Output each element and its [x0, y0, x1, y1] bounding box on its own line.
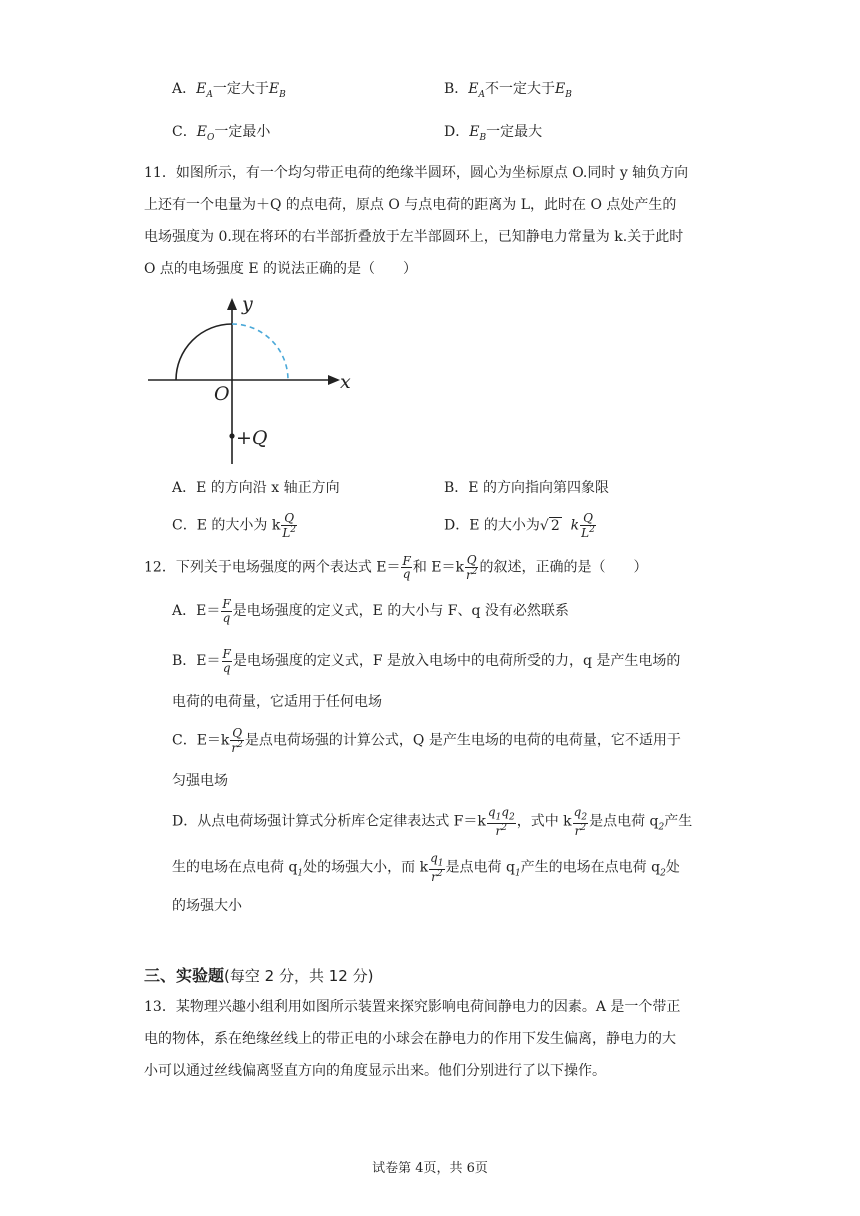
option-text: 生的电场在点电荷 q [172, 859, 298, 876]
numerator: Q [232, 726, 243, 740]
option-text: 是点电荷 q [445, 859, 515, 876]
exponent: 2 [237, 739, 243, 750]
symbol: q [573, 805, 582, 819]
left-half-ring [176, 324, 232, 380]
numerator: F [222, 597, 231, 611]
page-footer: 试卷第 4页，共 6页 [372, 1161, 488, 1176]
q11-stem-line-1: 11．如图所示，有一个均匀带正电荷的绝缘半圆环，圆心为坐标原点 O.同时 y 轴负方向 [144, 165, 689, 181]
den-symbol: r [431, 869, 437, 884]
symbol: E [469, 124, 480, 140]
q13-stem-line-2: 电的物体，系在绝缘丝线上的带正电的小球会在静电力的作用下发生偏离，静电力的大 [144, 1031, 676, 1047]
option-text: D．从点电荷场强计算式分析库仑定律表达式 F＝k [172, 813, 486, 830]
denominator [465, 567, 478, 582]
stem-text: 和 E＝k [412, 559, 464, 576]
denominator [573, 823, 588, 838]
stem-text: 的叙述，正确的是（ ） [479, 559, 648, 576]
denominator [429, 869, 444, 884]
q13-stem-line-3: 小可以通过丝线偏离竖直方向的角度显示出来。他们分别进行了以下操作。 [144, 1063, 606, 1079]
option-text: 处的场强大小，而 k [303, 859, 429, 876]
charge-label: +Q [236, 427, 268, 449]
option-text: 产生 [664, 813, 693, 830]
fraction [222, 648, 232, 674]
q10-option-c [172, 125, 270, 143]
exponent: 2 [471, 566, 478, 577]
fraction-q2-over-r2 [573, 806, 588, 837]
subscript: A [206, 89, 213, 100]
subscript: B [479, 132, 487, 143]
subscript: 1 [514, 868, 521, 879]
denominator [281, 525, 297, 540]
option-letter: A． [172, 81, 197, 97]
q11-option-d [444, 512, 597, 539]
x-axis-arrow [328, 375, 340, 385]
option-text: 是点电荷 q [589, 813, 659, 830]
fraction-q1-over-r2 [429, 852, 444, 883]
q12-option-c [172, 727, 681, 754]
q11-stem-line-2: 上还有一个电量为＋Q 的点电荷，原点 O 与点电荷的距离为 L，此时在 O 点处产生的 [144, 197, 677, 213]
option-text: 处 [665, 859, 680, 876]
option-text: 一定最大 [486, 124, 543, 140]
exponent: 2 [436, 868, 443, 879]
symbol: E [196, 124, 207, 140]
y-axis-arrow [227, 298, 237, 310]
option-letter: B． [444, 81, 469, 97]
subscript: 2 [508, 812, 515, 823]
q13-stem-line-1: 13．某物理兴趣小组利用如图所示装置来探究影响电荷间静电力的因素。A 是一个带正 [144, 999, 681, 1015]
option-text: 是电场强度的定义式，F 是放入电场中的电荷所受的力，q 是产生电场的 [232, 653, 681, 670]
fraction-q1q2-over-r2 [487, 806, 516, 837]
q12-option-d [172, 806, 692, 837]
section-title: 三、实验题 [144, 966, 225, 985]
fraction [281, 512, 297, 539]
symbol: E [468, 81, 479, 97]
den-symbol: r [465, 567, 472, 582]
q12-option-a [172, 598, 569, 624]
origin-label: O [214, 383, 230, 405]
q11-option-c [172, 512, 298, 539]
point-charge [229, 433, 234, 438]
symbol: E [268, 81, 280, 97]
numerator: Q [583, 511, 593, 525]
symbol: q [501, 805, 509, 819]
exponent: 2 [290, 524, 297, 535]
option-text: 不一定大于 [485, 81, 556, 97]
subscript: A [478, 89, 486, 100]
den-symbol: r [231, 740, 238, 755]
fraction [221, 598, 231, 624]
subscript: 1 [495, 812, 502, 823]
symbol: q [430, 851, 438, 865]
q11-stem-line-4: O 点的电场强度 E 的说法正确的是（ ） [144, 261, 418, 277]
q11-option-a: A．E 的方向沿 x 轴正方向 [172, 480, 340, 496]
fraction-q-over-r2 [465, 554, 478, 581]
numerator: F [402, 553, 411, 568]
subscript: 1 [437, 858, 444, 869]
stem-text: 12．下列关于电场强度的两个表达式 E＝ [144, 559, 401, 576]
section-heading [144, 968, 373, 984]
numerator [573, 806, 588, 823]
symbol: E [196, 81, 207, 97]
subscript: O [206, 132, 215, 143]
symbol: k [570, 517, 580, 534]
numerator: Q [284, 511, 295, 525]
option-text: 是点电荷场强的计算公式，Q 是产生电场的电荷的电荷量，它不适用于 [244, 732, 681, 749]
subscript: 2 [660, 868, 666, 879]
fraction [580, 512, 596, 539]
exponent: 2 [580, 822, 587, 833]
option-text: B．E＝ [172, 653, 221, 670]
q12-option-b-line-2: 电荷的电荷量，它适用于任何电场 [172, 694, 382, 710]
den-symbol: L [282, 525, 291, 540]
den-symbol: L [581, 525, 590, 540]
q12-option-d-line-3: 的场强大小 [172, 898, 242, 914]
numerator: F [222, 647, 231, 661]
denominator: q [222, 660, 231, 675]
option-text: 是电场强度的定义式，E 的大小与 F、q 没有必然联系 [232, 603, 569, 620]
q12-stem [144, 554, 647, 581]
symbol: E [555, 81, 566, 97]
right-half-ring-dashed [232, 324, 288, 380]
den-symbol: r [495, 823, 502, 838]
q10-option-b [444, 82, 572, 100]
option-text: C．E＝k [172, 732, 230, 749]
option-letter: C． [172, 124, 197, 140]
numerator [429, 852, 444, 869]
exponent: 2 [501, 822, 508, 833]
q11-stem-line-3: 电场强度为 0.现在将环的右半部折叠放于左半部圆环上，已知静电力常量为 k.关于此时 [144, 229, 684, 245]
option-letter: D． [444, 124, 470, 140]
q11-option-b: B．E 的方向指向第四象限 [444, 480, 609, 496]
exponent: 2 [589, 524, 595, 535]
x-axis-label: x [340, 371, 351, 393]
q10-option-d [444, 125, 542, 143]
denominator [487, 823, 516, 838]
fraction-f-over-q [401, 555, 411, 581]
denominator [580, 525, 596, 540]
option-text: C．E 的大小为 k [172, 517, 281, 534]
option-text: 一定大于 [212, 81, 269, 97]
y-axis-label: y [242, 293, 253, 315]
numerator: Q [466, 553, 477, 567]
option-text: A．E＝ [172, 603, 221, 620]
section-note: (每空 2 分，共 12 分) [224, 967, 374, 985]
denominator: q [402, 567, 411, 582]
denominator [230, 740, 243, 755]
symbol: q [487, 805, 496, 819]
option-text: ，式中 k [516, 813, 572, 830]
option-text: 一定最小 [214, 124, 271, 140]
option-text: 产生的电场在点电荷 q [520, 859, 661, 876]
q12-option-d-line-2 [172, 852, 680, 883]
subscript: 1 [297, 868, 304, 879]
fraction [230, 727, 243, 754]
den-symbol: r [574, 823, 581, 838]
denominator: q [222, 610, 231, 625]
q10-option-a [172, 82, 286, 100]
subscript: 2 [658, 822, 665, 833]
radicand: 2 [550, 517, 560, 534]
q12-option-b [172, 648, 680, 674]
subscript: B [279, 89, 286, 100]
sqrt: √ 2 [539, 517, 560, 534]
subscript: 2 [581, 812, 588, 823]
numerator [487, 806, 516, 823]
option-text: D．E 的大小为 [444, 517, 540, 534]
q12-option-c-line-2: 匀强电场 [172, 773, 228, 789]
q11-figure [140, 290, 370, 470]
subscript: B [565, 89, 572, 100]
